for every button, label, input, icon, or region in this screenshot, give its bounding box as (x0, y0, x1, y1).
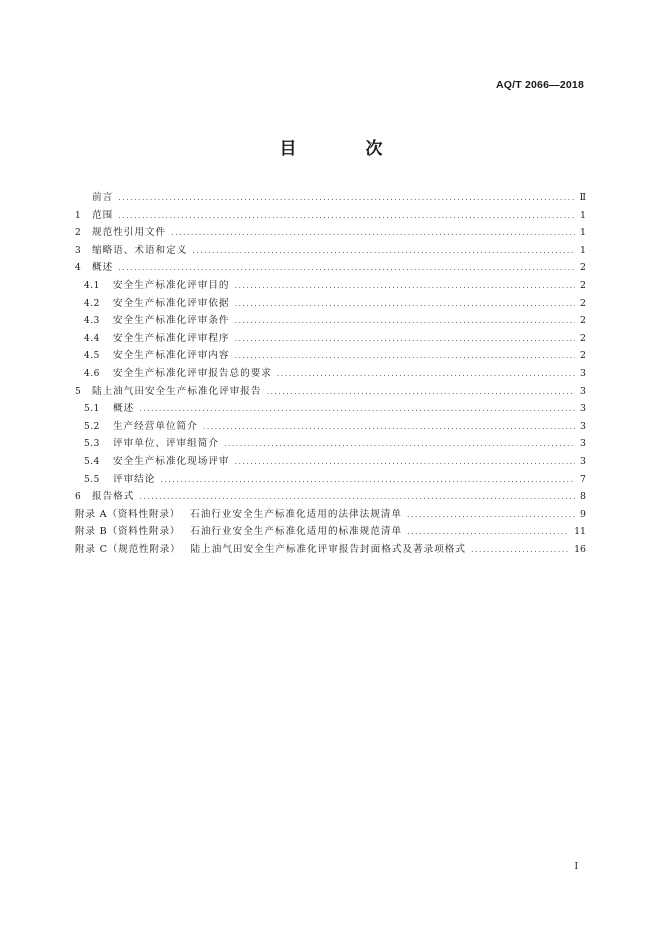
toc-entry[interactable] (75, 488, 586, 506)
toc-entry-page: 1 (580, 244, 586, 256)
toc-entry-page: 3 (580, 438, 586, 450)
toc-entry-label: 安全生产标准化评审条件 (113, 315, 230, 327)
toc-dot-leader (407, 527, 569, 536)
toc-dot-leader (235, 351, 575, 360)
toc-entry-page: 3 (580, 367, 586, 379)
toc-entry-page: 2 (580, 332, 586, 344)
toc-entry[interactable] (75, 189, 586, 207)
toc-entry-appendix[interactable] (75, 541, 586, 559)
toc-entry-label: 安全生产标准化评审程序 (113, 332, 230, 344)
toc-dot-leader (407, 510, 575, 519)
toc-entry-page: 2 (580, 262, 586, 274)
toc-dot-leader (277, 369, 575, 378)
toc-entry-label: 评审单位、评审组简介 (113, 438, 219, 450)
toc-entry-number: 3 (75, 245, 82, 256)
toc-entry[interactable] (75, 312, 586, 330)
toc-entry[interactable] (75, 207, 586, 225)
toc-dot-leader (171, 228, 575, 237)
toc-dot-leader (235, 299, 575, 308)
toc-entry-label: 报告格式 (92, 491, 135, 503)
toc-entry[interactable] (75, 418, 586, 436)
toc-entry-label: 陆上油气田安全生产标准化评审报告 (92, 385, 262, 397)
toc-entry-appendix[interactable] (75, 523, 586, 541)
toc-entry-number: 4.3 (84, 316, 100, 327)
toc-entry[interactable] (75, 295, 586, 313)
toc-entry-number: 5.3 (84, 439, 100, 450)
toc-entry-label: 规范性引用文件 (92, 227, 167, 239)
toc-entry-number: 4 (75, 263, 82, 274)
toc-entry-page: 3 (580, 420, 586, 432)
toc-entry-number: 4.6 (84, 368, 100, 379)
toc-entry-number: 4.4 (84, 333, 100, 344)
toc-entry-page: 8 (580, 491, 586, 503)
toc-entry-page: 3 (580, 385, 586, 397)
toc-entry[interactable] (75, 347, 586, 365)
toc-entry-page: 3 (580, 455, 586, 467)
toc-entry-page: 9 (580, 508, 586, 520)
toc-appendix-tag: 附录 B（资料性附录） (75, 526, 181, 538)
toc-entry-number: 5.4 (84, 456, 100, 467)
toc-entry-number: 5 (75, 386, 82, 397)
toc-entry-label: 陆上油气田安全生产标准化评审报告封面格式及著录项格式 (190, 543, 466, 555)
page-number: I (574, 862, 578, 872)
toc-entry[interactable] (75, 435, 586, 453)
toc-dot-leader (235, 457, 575, 466)
toc-appendix-tag: 附录 A（资料性附录） (75, 508, 181, 520)
toc-entry-page: 1 (580, 227, 586, 239)
toc-entry-label: 石油行业安全生产标准化适用的法律法规清单 (190, 508, 402, 520)
toc-entry-label: 概述 (92, 262, 114, 274)
toc-entry-appendix[interactable] (75, 506, 586, 524)
toc-entry[interactable] (75, 277, 586, 295)
toc-dot-leader (118, 211, 575, 220)
toc-dot-leader (235, 281, 575, 290)
toc-entry[interactable] (75, 365, 586, 383)
toc-entry-label: 评审结论 (113, 473, 156, 485)
toc-dot-leader (471, 545, 569, 554)
toc-dot-leader (203, 422, 575, 431)
toc-entry-label: 概述 (113, 403, 135, 415)
toc-entry-page: 11 (574, 526, 586, 538)
toc-entry[interactable] (75, 259, 586, 277)
table-of-contents (75, 189, 586, 558)
toc-entry-page: 2 (580, 315, 586, 327)
toc-entry-number: 5.2 (84, 421, 100, 432)
toc-dot-leader (235, 334, 575, 343)
toc-entry-page: 7 (580, 473, 586, 485)
toc-entry-label: 前言 (92, 192, 114, 203)
toc-appendix-tag: 附录 C（规范性附录） (75, 543, 181, 555)
toc-dot-leader (139, 492, 575, 501)
toc-entry-page: 2 (580, 350, 586, 362)
standard-code: AQ/T 2066—2018 (495, 79, 584, 91)
toc-entry-number: 2 (75, 228, 82, 239)
toc-entry-label: 安全生产标准化评审报告总的要求 (113, 367, 272, 379)
toc-entry[interactable] (75, 400, 586, 418)
toc-entry[interactable] (75, 383, 586, 401)
toc-entry[interactable] (75, 224, 586, 242)
toc-entry-label: 缩略语、术语和定义 (92, 244, 188, 256)
toc-entry[interactable] (75, 242, 586, 260)
toc-dot-leader (224, 439, 575, 448)
toc-entry-number: 1 (75, 210, 82, 221)
toc-entry-label: 安全生产标准化现场评审 (113, 455, 230, 467)
toc-entry-page: 2 (580, 279, 586, 291)
toc-dot-leader (267, 387, 576, 396)
toc-entry-label: 范围 (92, 209, 114, 221)
toc-entry-number: 4.5 (84, 351, 100, 362)
toc-entry-page: 1 (580, 209, 586, 221)
toc-entry-label: 安全生产标准化评审依据 (113, 297, 230, 309)
toc-entry-page: 3 (580, 403, 586, 415)
toc-entry-label: 石油行业安全生产标准化适用的标准规范清单 (190, 526, 403, 538)
toc-entry-page: Ⅱ (579, 192, 586, 203)
toc-entry-number: 5.5 (84, 474, 100, 485)
toc-dot-leader (160, 475, 575, 484)
toc-entry-label: 安全生产标准化评审内容 (113, 350, 230, 362)
toc-entry-number: 4.1 (84, 280, 100, 291)
toc-entry-number: 5.1 (84, 404, 100, 415)
toc-dot-leader (118, 263, 575, 272)
toc-entry[interactable] (75, 330, 586, 348)
toc-entry-number: 6 (75, 492, 82, 503)
toc-entry-page: 16 (574, 543, 586, 555)
toc-entry-page: 2 (580, 297, 586, 309)
toc-entry[interactable] (75, 453, 586, 471)
toc-dot-leader (118, 193, 574, 202)
toc-entry-number: 4.2 (84, 298, 100, 309)
page-title: 目 次 (279, 139, 409, 159)
toc-dot-leader (192, 246, 575, 255)
toc-entry[interactable] (75, 471, 586, 489)
toc-entry-label: 生产经营单位简介 (113, 420, 198, 432)
toc-dot-leader (235, 316, 575, 325)
toc-entry-label: 安全生产标准化评审目的 (113, 279, 230, 291)
toc-dot-leader (139, 404, 575, 413)
